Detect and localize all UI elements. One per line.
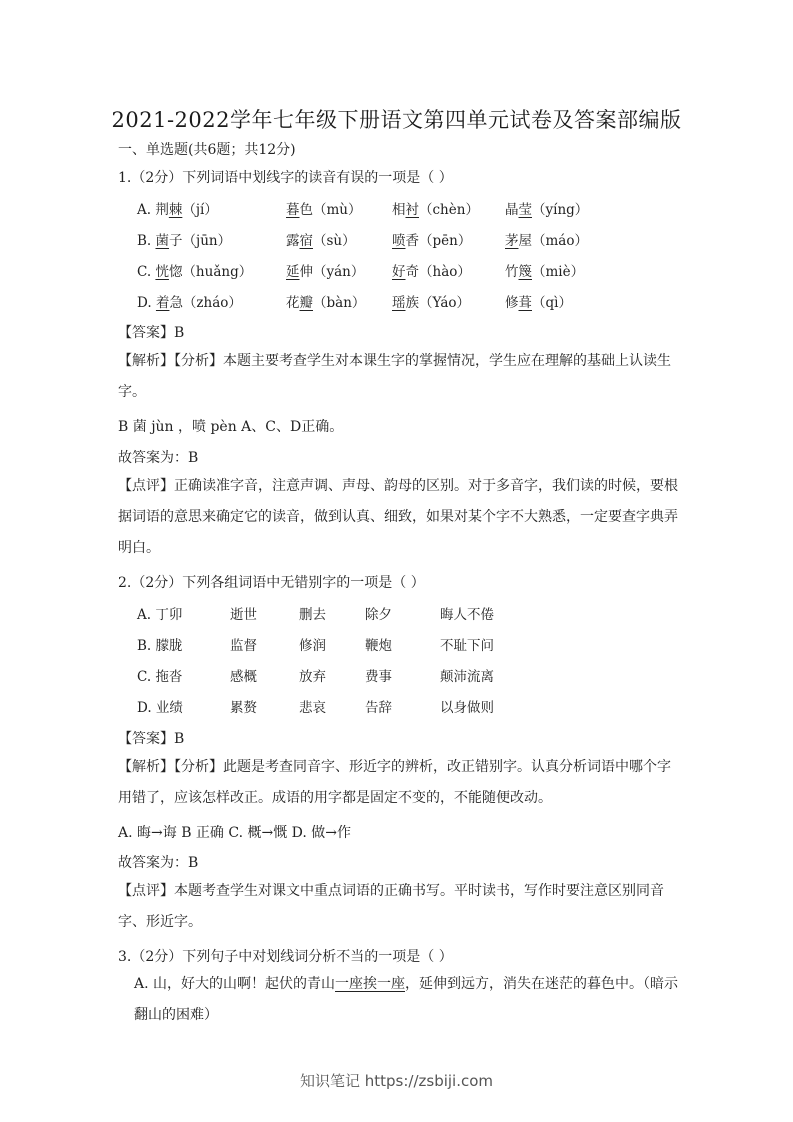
- q1-option-D-item-3: [392, 291, 470, 311]
- q1-comment: 【点评】正确读准字音，注意声调、声母、韵母的区别。对于多音字，我们读的时候，要根据词语的意思来确定它的读音，做到认真、细致，如果对某个字不大熟悉，一定要查字典弄明白。: [118, 478, 678, 556]
- q1-answer: 【答案】B: [118, 325, 185, 341]
- q2-option-C-word-4: 费事: [365, 669, 392, 685]
- q2-option-A-word-3: 删去: [299, 607, 326, 623]
- q1-option-C-item-4: [505, 260, 584, 280]
- option-text-post: 族（Yáo）: [405, 295, 471, 311]
- q1-option-A-item-1: [137, 198, 218, 218]
- underlined-char: 莹: [518, 202, 532, 218]
- q1-option-B-item-2: [286, 229, 356, 249]
- q2-option-D-word-5: 以身做则: [440, 700, 494, 716]
- option-text-post: 急（zháo）: [169, 295, 242, 311]
- q1-final-answer: 故答案为：B: [118, 450, 199, 466]
- q1-option-B-item-1: [137, 229, 231, 249]
- option-text-pre: 竹: [505, 264, 519, 280]
- q3-option-a-underlined: 一座挨一座: [335, 976, 406, 992]
- q1-option-A-item-4: [505, 198, 588, 218]
- q2-option-B-word-4: 鞭炮: [365, 638, 392, 654]
- option-text-post: （chèn）: [419, 202, 479, 218]
- underlined-char: 棘: [168, 202, 183, 218]
- q1-analysis: 【解析】【分析】本题主要考查学生对本课生字的掌握情况，学生应在理解的基础上认读生字。: [118, 353, 671, 400]
- q2-option-D-word-1: D. 业绩: [137, 700, 183, 716]
- q2-option-C-word-1: C. 拖沓: [137, 669, 183, 685]
- q2-answer: 【答案】B: [118, 731, 185, 747]
- page-title: 2021-2022学年七年级下册语文第四单元试卷及答案部编版: [111, 108, 682, 132]
- option-text-post: 惚（huǎng）: [168, 264, 253, 280]
- option-text-post: 香（pēn）: [405, 233, 472, 249]
- option-text-pre: 晶: [505, 202, 519, 218]
- underlined-char: 瓣: [299, 295, 313, 311]
- q2-detail: A. 晦→诲 B 正确 C. 概→慨 D. 做→作: [118, 825, 352, 841]
- underlined-char: 葺: [518, 295, 532, 311]
- q1-option-D-item-2: [286, 291, 365, 311]
- underlined-char: 延: [286, 264, 300, 280]
- q1-option-A-item-2: [286, 198, 362, 218]
- option-text-post: 色（mù）: [299, 202, 362, 218]
- q1-option-A-item-3: [392, 198, 479, 218]
- underlined-char: 衬: [405, 202, 419, 218]
- underlined-char: 暮: [286, 202, 300, 218]
- q1-stem: 1.（2分）下列词语中划线字的读音有误的一项是（ ）: [118, 170, 453, 186]
- option-text-pre: 花: [286, 295, 300, 311]
- q2-option-D-word-4: 告辞: [365, 700, 392, 716]
- q2-option-B-word-1: B. 朦胧: [137, 638, 183, 654]
- q3-stem: 3.（2分）下列句子中对划线词分析不当的一项是（ ）: [118, 949, 453, 965]
- option-text-post: （qì）: [532, 295, 572, 311]
- q2-option-A-word-5: 晦人不倦: [440, 607, 494, 623]
- option-text-post: 奇（hào）: [405, 264, 471, 280]
- q1-option-C-item-3: [392, 260, 471, 280]
- q1-option-D-item-4: [505, 291, 572, 311]
- option-text-post: （yíng）: [532, 202, 589, 218]
- underlined-char: 着: [155, 295, 170, 311]
- q1-option-B-item-3: [392, 229, 471, 249]
- q2-option-D-word-2: 累赘: [230, 700, 257, 716]
- q1-option-C-item-1: [137, 260, 252, 280]
- q1-option-D-item-1: [137, 291, 242, 311]
- q1-option-B-item-4: [505, 229, 588, 249]
- option-text-pre: D.: [137, 295, 156, 311]
- q2-option-A-word-4: 除夕: [365, 607, 392, 623]
- option-text-pre: B.: [137, 233, 156, 249]
- q2-option-C-word-3: 放弃: [299, 669, 326, 685]
- underlined-char: 篾: [518, 264, 532, 280]
- q3-option-a-post: ，延伸到远方，消失在迷茫的暮色中。（暗示翻山的困难）: [134, 976, 679, 1023]
- q2-option-B-word-5: 不耻下问: [440, 638, 494, 654]
- option-text-pre: 修: [505, 295, 519, 311]
- option-text-post: 子（jūn）: [169, 233, 232, 249]
- option-text-pre: 露: [286, 233, 300, 249]
- q3-option-a: [134, 969, 680, 1031]
- q2-option-A-word-1: A. 丁卯: [137, 607, 183, 623]
- q3-option-a-pre: A. 山，好大的山啊！起伏的青山: [134, 976, 336, 992]
- underlined-char: 茅: [505, 233, 519, 249]
- q2-option-C-word-5: 颠沛流离: [440, 669, 494, 685]
- underlined-char: 菌: [155, 233, 170, 249]
- q2-option-A-word-2: 逝世: [230, 607, 257, 623]
- underlined-char: 宿: [299, 233, 313, 249]
- option-text-post: （bàn）: [313, 295, 366, 311]
- q1-option-C-item-2: [286, 260, 364, 280]
- q2-option-C-word-2: 感概: [230, 669, 257, 685]
- q2-stem: 2.（2分）下列各组词语中无错别字的一项是（ ）: [118, 575, 425, 591]
- q2-option-B-word-3: 修润: [299, 638, 326, 654]
- option-text-pre: 相: [392, 202, 406, 218]
- underlined-char: 喷: [392, 233, 406, 249]
- underlined-char: 好: [392, 264, 406, 280]
- q2-comment: 【点评】本题考查学生对课文中重点词语的正确书写。平时读书，写作时要注意区别同音字、形近字。: [118, 883, 664, 930]
- option-text-pre: C.: [137, 264, 156, 280]
- option-text-pre: A. 荆: [137, 202, 169, 218]
- q2-option-D-word-3: 悲哀: [299, 700, 326, 716]
- option-text-post: （miè）: [532, 264, 585, 280]
- q1-detail: B 菌 jùn ，喷 pèn A、C、D正确。: [118, 419, 344, 435]
- q2-analysis: 【解析】【分析】此题是考查同音字、形近字的辨析，改正错别字。认真分析词语中哪个字用错了，应该怎样改正。成语的用字都是固定不变的，不能随便改动。: [118, 759, 671, 806]
- underlined-char: 瑶: [392, 295, 406, 311]
- q2-final-answer: 故答案为：B: [118, 855, 199, 871]
- option-text-post: （sù）: [313, 233, 356, 249]
- option-text-post: （jí）: [182, 202, 218, 218]
- footer-watermark: 知识笔记 https://zsbiji.com: [299, 1072, 494, 1090]
- section-heading: 一、单选题(共6题；共12分): [118, 142, 296, 158]
- option-text-post: 屋（máo）: [518, 233, 588, 249]
- option-text-post: 伸（yán）: [299, 264, 365, 280]
- q2-option-B-word-2: 监督: [230, 638, 257, 654]
- underlined-char: 恍: [155, 264, 169, 280]
